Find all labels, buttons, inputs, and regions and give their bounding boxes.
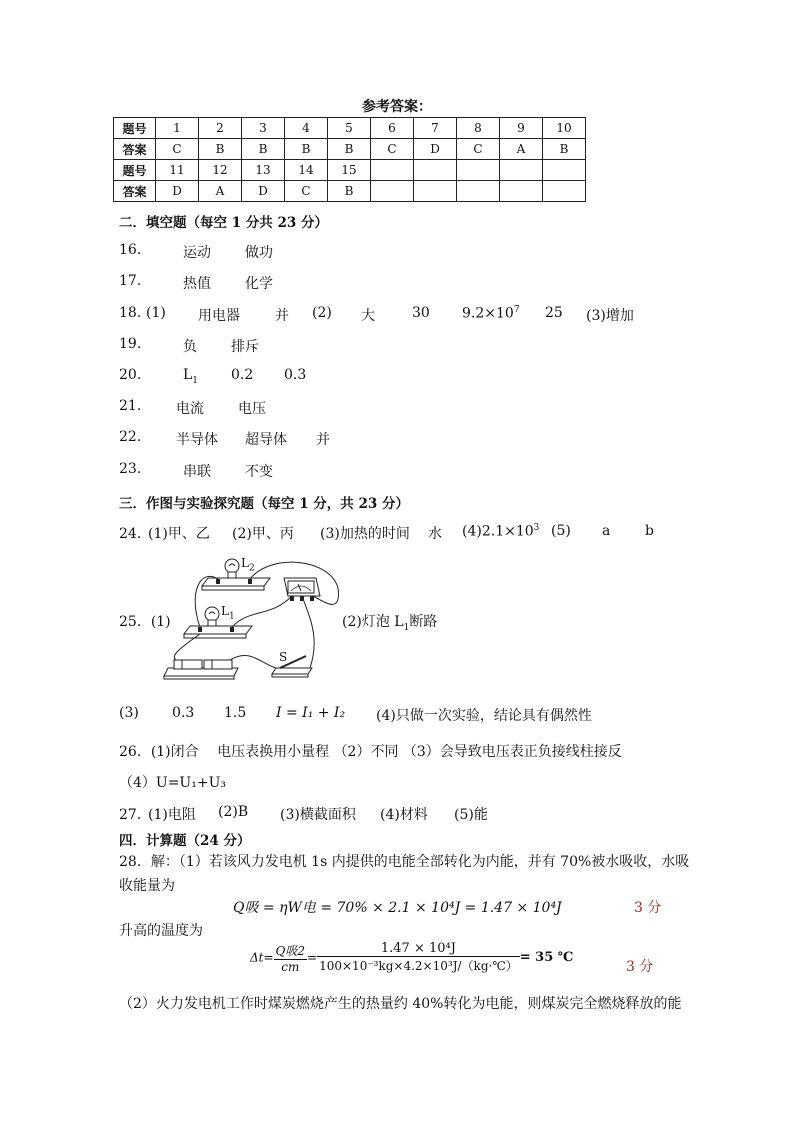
q25-answer-5: (4)只做一次实验，结论具有偶然性	[376, 708, 592, 724]
answer-table-cell: 1	[156, 118, 199, 139]
answer-table-cell: 9	[500, 118, 543, 139]
answer-table-cell: C	[457, 139, 500, 160]
q26-line-1: 26．(1)闭合 电压表换用小量程 （2）不同 （3）会导致电压表正负接线柱接反	[119, 744, 622, 760]
answer-table-header-cell: 题号	[114, 160, 156, 181]
q24-answer-7: a	[602, 523, 611, 539]
q28-equation-2: Δt= $\frac{\text{Q吸2}}{cm}$ = $\frac{\text{1.47 × 10⁴J}}{\text{100×10⁻³kg×4.2×10³J/（kg·℃）}}$ = 35 ℃	[250, 941, 574, 974]
answer-table-cell	[500, 160, 543, 181]
q27-answer-1: (1)电阻	[148, 807, 196, 823]
q16-answer-2: 做功	[245, 245, 273, 261]
answer-table-cell: 14	[285, 160, 328, 181]
answer-table-cell: A	[199, 181, 242, 202]
answer-table-cell: A	[500, 139, 543, 160]
q25-part3: (3)	[119, 705, 139, 721]
answer-table-cell: 7	[414, 118, 457, 139]
q18-answer-6: 25	[545, 305, 563, 321]
q18-answer-7: (3)增加	[586, 308, 634, 324]
q27-answer-4: (4)材料	[380, 807, 428, 823]
q18-answer-2: 并	[275, 308, 289, 324]
q22-number: 22.	[119, 429, 142, 445]
answer-table-cell: B	[242, 139, 285, 160]
battery-icon	[164, 660, 238, 679]
q24-answer-2: (2)甲、丙	[232, 526, 294, 542]
q19-answer-2: 排斥	[231, 339, 259, 355]
q19-answer-1: 负	[183, 339, 197, 355]
q28-line-1: 28．解：（1）若该风力发电机 1s 内提供的电能全部转化为内能，并有 70%被水吸收，水吸	[119, 854, 690, 870]
answer-table-cell: D	[414, 139, 457, 160]
answer-table-row	[114, 160, 586, 181]
q18-answer-1: 用电器	[198, 308, 240, 324]
answer-table-cell: C	[371, 139, 414, 160]
answer-table-row	[114, 139, 586, 160]
answer-table-cell	[500, 181, 543, 202]
answer-table-cell: B	[285, 139, 328, 160]
q25-number: 25．(1)	[119, 614, 171, 630]
answer-table	[113, 117, 586, 202]
q28-line-4: （2）火力发电机工作时煤炭燃烧产生的热量约 40%转化为电能，则煤炭完全燃烧释放的能	[119, 996, 682, 1012]
q16-number: 16.	[119, 242, 142, 258]
answer-table-cell: D	[156, 181, 199, 202]
q24-answer-5: $(4)2.1\times 10^3$	[462, 523, 540, 540]
answer-table-cell	[457, 160, 500, 181]
q18-answer-3: 大	[361, 308, 375, 324]
label-switch: S	[279, 650, 288, 664]
answer-table-cell: B	[328, 139, 371, 160]
answer-table-row	[114, 181, 586, 202]
q17-number: 17.	[119, 273, 142, 289]
q24-answer-6: (5)	[551, 523, 571, 539]
section-fill-in-title: 二．填空题（每空 1 分共 23 分）	[119, 215, 328, 231]
q23-answer-2: 不变	[245, 464, 273, 480]
q18-answer-5: $9.2\times 10^7$	[462, 305, 520, 322]
answer-table-cell	[457, 181, 500, 202]
q23-number: 23.	[119, 461, 142, 477]
answer-table-cell: 10	[543, 118, 586, 139]
answer-table-cell: 4	[285, 118, 328, 139]
answer-table-cell: B	[199, 139, 242, 160]
q20-answer-2: 0.2	[231, 367, 254, 383]
answer-table-cell: 2	[199, 118, 242, 139]
q17-answer-1: 热值	[183, 276, 211, 292]
section-experiment-title: 三．作图与实验探究题（每空 1 分，共 23 分）	[119, 496, 409, 512]
q25-formula: I = I₁ + I₂	[276, 705, 346, 721]
answer-table-cell: 12	[199, 160, 242, 181]
answer-table-cell: C	[156, 139, 199, 160]
answer-table-header-cell: 答案	[114, 139, 156, 160]
answer-table-row	[114, 118, 586, 139]
q24-answer-3: (3)加热的时间	[320, 526, 410, 542]
answer-table-cell: 15	[328, 160, 371, 181]
q19-number: 19.	[119, 336, 142, 352]
q21-answer-2: 电压	[238, 401, 266, 417]
label-l2: $L_2$	[241, 556, 255, 574]
answer-table-cell: 6	[371, 118, 414, 139]
q18-answer-4: 30	[412, 305, 430, 321]
answer-table-cell: 8	[457, 118, 500, 139]
q27-number: 27．	[119, 807, 151, 823]
q21-answer-1: 电流	[176, 401, 204, 417]
bulb-l2-icon	[225, 559, 239, 578]
q18-part1: (1)	[146, 305, 166, 321]
circuit-diagram	[160, 548, 350, 688]
q28-equation-1: Q吸 = ηW电 = 70% × 2.1 × 10⁴J = 1.47 × 10⁴J	[233, 900, 562, 916]
answer-table-cell: 3	[242, 118, 285, 139]
q28-line-2: 收能量为	[119, 878, 175, 894]
q25-answer-4: 1.5	[224, 705, 247, 721]
answer-table-header-cell: 题号	[114, 118, 156, 139]
q27-answer-2: (2)B	[218, 804, 249, 820]
q28-line-3: 升高的温度为	[119, 923, 203, 939]
q22-answer-2: 超导体	[245, 432, 287, 448]
answer-table-cell	[543, 181, 586, 202]
q16-answer-1: 运动	[183, 245, 211, 261]
answer-table-cell: 11	[156, 160, 199, 181]
q18-part2: (2)	[312, 305, 332, 321]
q25-answer-2: (2)灯泡 $L_1$断路	[342, 614, 438, 633]
answer-table-cell	[371, 181, 414, 202]
q28-score-1: 3 分	[634, 900, 662, 916]
answer-table-cell	[414, 160, 457, 181]
q18-number: 18.	[119, 305, 142, 321]
q21-number: 21.	[119, 398, 142, 414]
q24-answer-8: b	[645, 523, 654, 539]
q20-answer-1: $L_1$	[183, 367, 199, 386]
q25-answer-3: 0.3	[172, 705, 195, 721]
q27-answer-5: (5)能	[454, 807, 488, 823]
q24-number: 24．	[119, 526, 151, 542]
bulb-l1-icon	[205, 607, 219, 626]
q24-answer-4: 水	[428, 526, 442, 542]
label-l1: $L_1$	[221, 604, 235, 622]
answer-table-cell	[371, 160, 414, 181]
answer-table-cell	[543, 160, 586, 181]
q20-number: 20.	[119, 367, 142, 383]
answer-table-cell: 5	[328, 118, 371, 139]
answer-table-cell: D	[242, 181, 285, 202]
answer-table-cell: B	[543, 139, 586, 160]
q22-answer-1: 半导体	[176, 432, 218, 448]
q20-answer-3: 0.3	[284, 367, 307, 383]
q22-answer-3: 并	[316, 432, 330, 448]
answer-table-cell: C	[285, 181, 328, 202]
answer-table-cell: 13	[242, 160, 285, 181]
q24-answer-1: (1)甲、乙	[148, 526, 210, 542]
section-calc-title: 四．计算题（24 分）	[119, 833, 251, 849]
q27-answer-3: (3)横截面积	[280, 807, 356, 823]
answer-table-cell: B	[328, 181, 371, 202]
q17-answer-2: 化学	[245, 276, 273, 292]
answer-table-header-cell: 答案	[114, 181, 156, 202]
answer-table-cell	[414, 181, 457, 202]
q23-answer-1: 串联	[183, 464, 211, 480]
page-title: 参考答案：	[362, 99, 432, 115]
q26-line-2: （4）U=U₁+U₃	[119, 775, 226, 791]
q28-score-2: 3 分	[626, 959, 654, 975]
